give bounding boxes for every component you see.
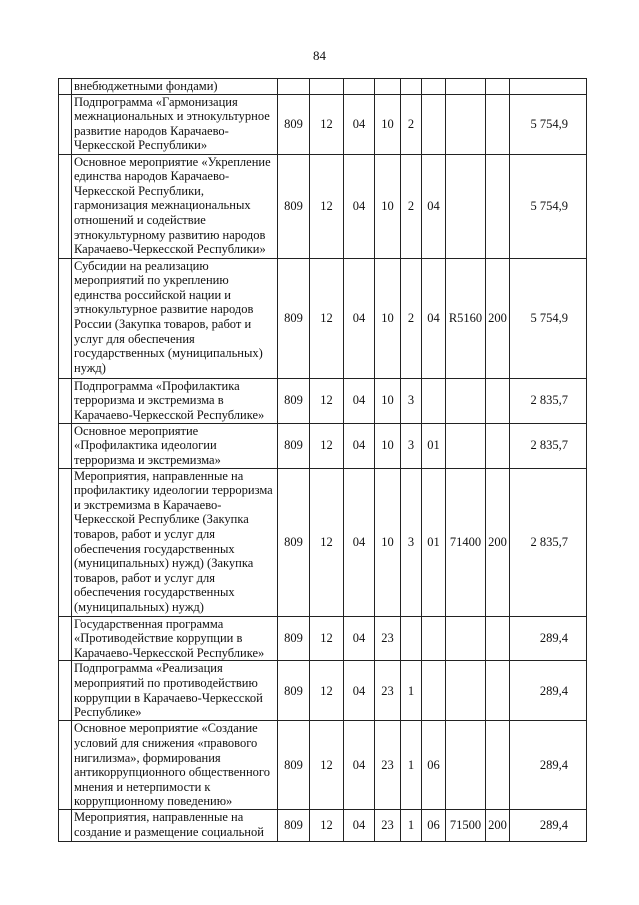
row-csr4 (446, 154, 486, 258)
row-csr1: 10 (375, 423, 401, 468)
row-csr4 (446, 378, 486, 423)
row-csr2: 2 (401, 154, 422, 258)
row-amount: 289,4 (510, 721, 587, 810)
row-name: Подпрограмма «Реализация мероприятий по противодействию коррупции в Карачаево-Черкесской Республике» (72, 661, 278, 721)
row-marker-cell (59, 258, 72, 378)
row-pr: 04 (344, 378, 375, 423)
row-csr4: R5160 (446, 258, 486, 378)
row-csr4 (446, 616, 486, 661)
row-grbs: 809 (278, 661, 310, 721)
row-vr (486, 423, 510, 468)
row-amount: 5 754,9 (510, 154, 587, 258)
row-grbs: 809 (278, 721, 310, 810)
row-csr4: 71400 (446, 468, 486, 616)
table-row (59, 468, 587, 616)
row-amount: 289,4 (510, 661, 587, 721)
row-vr (486, 721, 510, 810)
row-grbs: 809 (278, 616, 310, 661)
row-pr: 04 (344, 154, 375, 258)
row-vr: 200 (486, 258, 510, 378)
row-grbs: 809 (278, 809, 310, 841)
row-rz (310, 79, 344, 95)
row-csr3 (422, 661, 446, 721)
row-csr3: 01 (422, 468, 446, 616)
row-name: Подпрограмма «Профилактика терроризма и экстремизма в Карачаево-Черкесской Республике» (72, 378, 278, 423)
row-csr3: 06 (422, 721, 446, 810)
table-row (59, 79, 587, 95)
row-csr3: 01 (422, 423, 446, 468)
row-vr (486, 154, 510, 258)
row-grbs (278, 79, 310, 95)
row-csr1: 10 (375, 468, 401, 616)
row-pr: 04 (344, 423, 375, 468)
row-csr2: 2 (401, 258, 422, 378)
row-csr2: 3 (401, 468, 422, 616)
row-vr: 200 (486, 468, 510, 616)
row-csr3 (422, 79, 446, 95)
row-amount: 289,4 (510, 616, 587, 661)
row-csr1: 10 (375, 378, 401, 423)
row-csr2 (401, 616, 422, 661)
row-csr1: 10 (375, 258, 401, 378)
row-amount: 2 835,7 (510, 378, 587, 423)
row-csr3: 04 (422, 154, 446, 258)
row-rz: 12 (310, 616, 344, 661)
table-row (59, 378, 587, 423)
row-grbs: 809 (278, 258, 310, 378)
row-marker-cell (59, 661, 72, 721)
row-name: внебюджетными фондами) (72, 79, 278, 95)
row-name: Мероприятия, направленные на создание и размещение социальной (72, 809, 278, 841)
row-csr4 (446, 94, 486, 154)
row-csr2 (401, 79, 422, 95)
row-name: Подпрограмма «Гармонизация межнациональных и этнокультурное развитие народов Карачаево-Черкесской Республики» (72, 94, 278, 154)
row-csr1: 23 (375, 721, 401, 810)
row-rz: 12 (310, 258, 344, 378)
row-amount: 2 835,7 (510, 468, 587, 616)
row-pr: 04 (344, 809, 375, 841)
row-vr (486, 378, 510, 423)
row-name: Основное мероприятие «Укрепление единства народов Карачаево-Черкесской Республики, гармонизация межнациональных отношений и содействие этнокультурному развитию народов Карачаево-Черкесской Республики» (72, 154, 278, 258)
row-csr4 (446, 661, 486, 721)
row-marker-cell (59, 154, 72, 258)
row-csr2: 3 (401, 378, 422, 423)
row-pr: 04 (344, 94, 375, 154)
row-vr: 200 (486, 809, 510, 841)
row-csr1 (375, 79, 401, 95)
row-csr1: 23 (375, 661, 401, 721)
row-rz: 12 (310, 378, 344, 423)
row-grbs: 809 (278, 378, 310, 423)
row-marker-cell (59, 809, 72, 841)
row-grbs: 809 (278, 468, 310, 616)
row-rz: 12 (310, 809, 344, 841)
row-marker-cell (59, 378, 72, 423)
row-marker-cell (59, 94, 72, 154)
table-row (59, 721, 587, 810)
row-marker-cell (59, 616, 72, 661)
row-rz: 12 (310, 94, 344, 154)
row-name: Субсидии на реализацию мероприятий по укреплению единства российской нации и этнокультурное развитие народов России (Закупка товаров, работ и услуг для обеспечения государственных (муниципальных) нужд) (72, 258, 278, 378)
row-pr (344, 79, 375, 95)
row-grbs: 809 (278, 154, 310, 258)
row-marker-cell (59, 721, 72, 810)
row-pr: 04 (344, 468, 375, 616)
row-vr (486, 616, 510, 661)
row-csr1: 10 (375, 94, 401, 154)
row-csr3: 06 (422, 809, 446, 841)
row-rz: 12 (310, 721, 344, 810)
row-name: Государственная программа «Противодействие коррупции в Карачаево-Черкесской Республике» (72, 616, 278, 661)
row-csr3 (422, 378, 446, 423)
row-rz: 12 (310, 468, 344, 616)
row-csr3 (422, 94, 446, 154)
row-csr3 (422, 616, 446, 661)
page-number: 84 (313, 48, 326, 63)
row-csr4 (446, 423, 486, 468)
row-rz: 12 (310, 423, 344, 468)
row-rz: 12 (310, 661, 344, 721)
table-row (59, 809, 587, 841)
row-csr2: 1 (401, 809, 422, 841)
row-name: Основное мероприятие «Создание условий для снижения «правового нигилизма», формирования антикоррупционного общественного мнения и нетерпимости к коррупционному поведению» (72, 721, 278, 810)
row-csr1: 23 (375, 616, 401, 661)
row-marker-cell (59, 79, 72, 95)
table-row (59, 94, 587, 154)
row-amount: 5 754,9 (510, 258, 587, 378)
row-csr4: 71500 (446, 809, 486, 841)
row-marker-cell (59, 468, 72, 616)
row-grbs: 809 (278, 94, 310, 154)
row-csr4 (446, 79, 486, 95)
row-amount: 2 835,7 (510, 423, 587, 468)
row-pr: 04 (344, 661, 375, 721)
row-csr2: 3 (401, 423, 422, 468)
row-pr: 04 (344, 258, 375, 378)
row-csr1: 23 (375, 809, 401, 841)
row-csr2: 1 (401, 661, 422, 721)
row-rz: 12 (310, 154, 344, 258)
row-name: Мероприятия, направленные на профилактику идеологии терроризма и экстремизма в Карачаево-Черкесской Республике (Закупка товаров, работ и услуг для обеспечения государственных (муниципальных) нужд) (Закупка товаров, работ и услуг для обеспечения государственных (муниципальных) нужд) (72, 468, 278, 616)
budget-table (58, 78, 587, 842)
row-vr (486, 661, 510, 721)
row-csr2: 1 (401, 721, 422, 810)
row-csr4 (446, 721, 486, 810)
table-row (59, 423, 587, 468)
table-row (59, 616, 587, 661)
row-csr3: 04 (422, 258, 446, 378)
row-pr: 04 (344, 721, 375, 810)
row-marker-cell (59, 423, 72, 468)
row-amount: 5 754,9 (510, 94, 587, 154)
row-amount: 289,4 (510, 809, 587, 841)
row-vr (486, 79, 510, 95)
row-csr2: 2 (401, 94, 422, 154)
table-row (59, 661, 587, 721)
row-pr: 04 (344, 616, 375, 661)
row-amount (510, 79, 587, 95)
row-grbs: 809 (278, 423, 310, 468)
table-row (59, 154, 587, 258)
row-csr1: 10 (375, 154, 401, 258)
row-vr (486, 94, 510, 154)
row-name: Основное мероприятие «Профилактика идеологии терроризма и экстремизма» (72, 423, 278, 468)
table-row (59, 258, 587, 378)
